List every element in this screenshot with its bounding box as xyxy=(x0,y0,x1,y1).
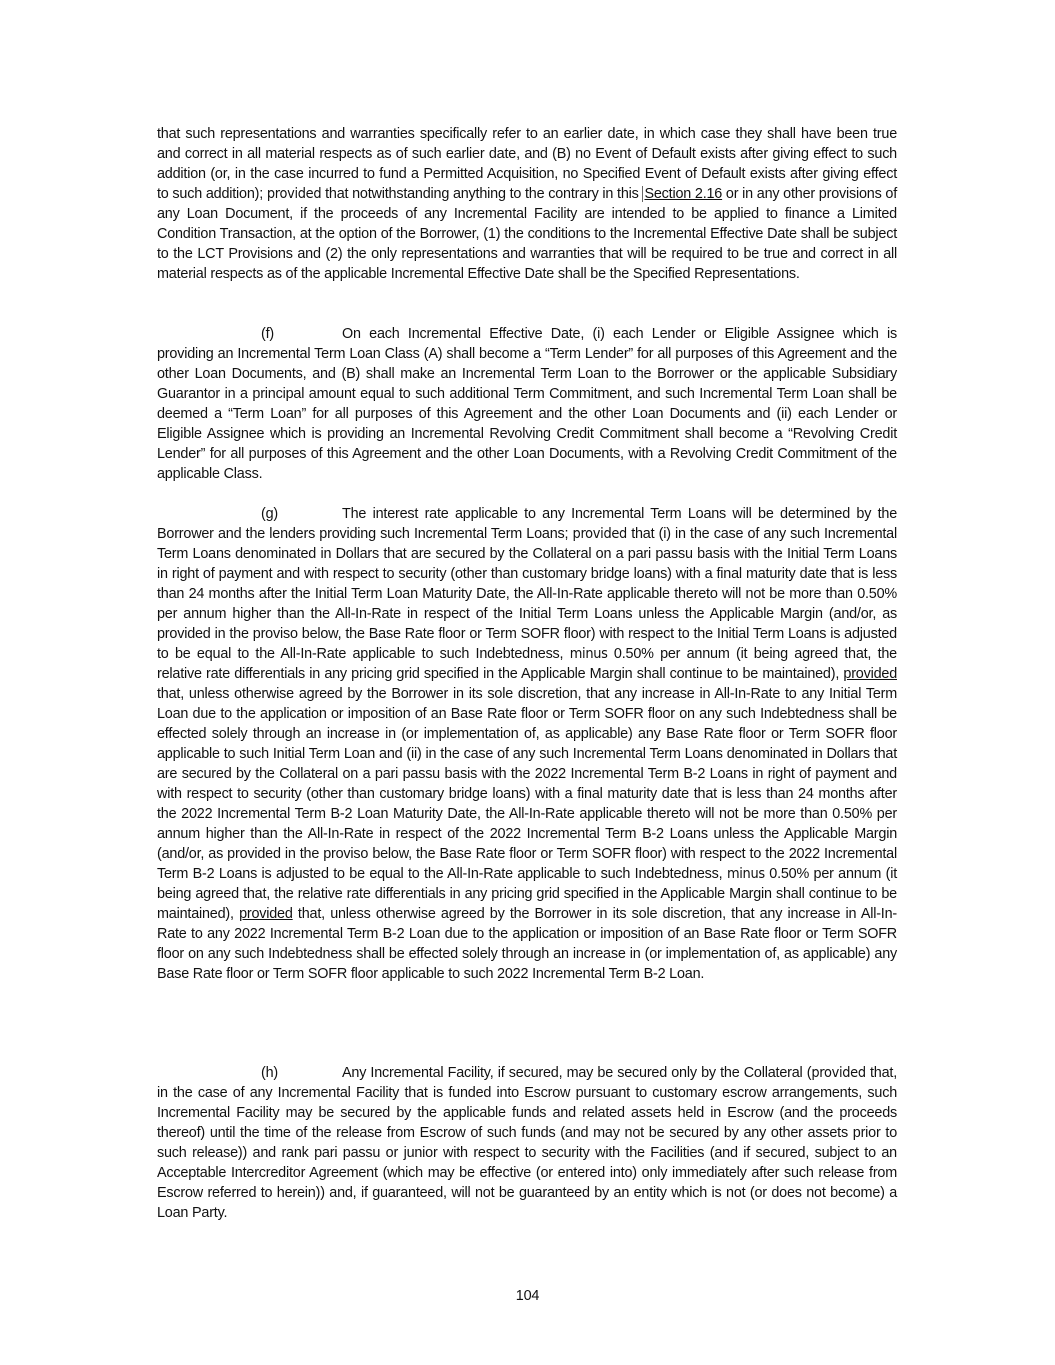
text-run: that (i) in the case of any such Incremental Term Loans denominated in Dollars that are secured by the Collateral on a pari passu basis with the Initial Term Loans in right of payment and with respect to security (other than customary bridge loans) with a final maturity date that is less than 24 months after the Initial Term Loan Maturity Date, the All-In-Rate applicable thereto will not be more than 0.50% per annum higher than the All-In-Rate in respect of the Initial Term Loans unless the Applicable Margin (and/or, as provided in the proviso below, the Base Rate floor or Term SOFR floor) with respect to the Initial Term Loans is adjusted to be equal to the All-In-Rate applicable to such Indebtedness, xyxy=(157,526,897,662)
text-run: Any Incremental Facility, if secured, may be secured only by the Collateral ( xyxy=(342,1065,812,1081)
text-run: that such representations and warranties specifically refer to an earlier date, in which case they shall have been true and correct in all material respects as of such earlier date, and (B) no Event of Default exists after giving effect to such addition (or, in the case incurred to fund a Permitted Acquisition, no Specified Event of Default exists after giving effect to such addition); xyxy=(157,126,897,202)
provided-term-underlined: provided xyxy=(239,906,293,922)
paragraph-continuation xyxy=(157,124,897,284)
clause-number: (h) xyxy=(261,1065,278,1081)
text-run: that, in the case of any Incremental Facility that is funded into Escrow pursuant to customary escrow arrangements, such Incremental Facility may be secured by the applicable funds and related assets held in Escrow (and the proceeds thereof) until the time of the release from Escrow of such funds (and may not be secured by any other assets prior to such release)) and rank pari passu or junior with respect to security with the Facilities (and if secured, subject to an Acceptable Intercreditor Agreement (which may be effective (or entered into) only immediately after such release from Escrow referred to herein)) and, if guaranteed, will not be guaranteed by an entity which is not (or does not become) a Loan Party. xyxy=(157,1065,897,1221)
paragraph-f xyxy=(157,324,897,484)
text-run: that, unless otherwise agreed by the Borrower in its sole discretion, that any increase in All-In-Rate to any 2022 Incremental Term B-2 Loan due to the application or imposition of an Base Rate floor or Term SOFR floor on any such Indebtedness shall be effected solely through an increase in (or implementation of, as applicable) any Base Rate floor or Term SOFR floor applicable to such 2022 Incremental Term B-2 Loan. xyxy=(157,906,897,982)
provided-term: provided xyxy=(266,186,322,202)
text-run: that, unless otherwise agreed by the Borrower in its sole discretion, that any increase in All-In-Rate to any Initial Term Loan due to the application or imposition of an Base Rate floor or Term SOFR floor on any such Indebtedness shall be effected solely through an increase in (or implementation of, as applicable) any Base Rate floor or Term SOFR floor applicable to such Initial Term Loan and (ii) in the case of any such Incremental Term Loans denominated in Dollars that are secured by the Collateral on a pari passu basis with the 2022 Incremental Term B-2 Loans in right of payment and with respect to security (other than customary bridge loans) with a final maturity date that is less than 24 months after the 2022 Incremental Term B-2 Loan Maturity Date, the All-In-Rate applicable thereto will not be more than 0.50% per annum higher than the All-In-Rate in respect of the 2022 Incremental Term B-2 Loans unless the Applicable Margin (and/or, as provided in the proviso below, the Base Rate floor or Term SOFR floor) with respect to the 2022 Incremental Term B-2 Loans is adjusted to be equal to the All-In-Rate applicable to such Indebtedness, xyxy=(157,686,897,882)
minus-term: minus xyxy=(726,866,765,882)
clause-number: (g) xyxy=(261,506,278,522)
provided-term: provided xyxy=(811,1065,866,1081)
page-number: 104 xyxy=(515,1288,540,1304)
text-run: 0.50% per annum (it being agreed that, the relative rate differentials in any pricing grid specified in the Applicable Margin shall continue to be maintained), xyxy=(157,866,897,922)
text-run: that notwithstanding anything to the contrary in this xyxy=(321,186,643,202)
text-run: or in any other provisions of any Loan Document, if the proceeds of any Incremental Facility are intended to be applied to finance a Limited Condition Transaction, at the option of the Borrower, (1) the conditions to the Incremental Effective Date shall be subject to the LCT Provisions and (2) the only representations and warranties that will be required to be true and correct in all material respects as of the applicable Incremental Effective Date shall be the Specified Representations. xyxy=(157,186,898,282)
section-reference-link[interactable]: Section 2.16 xyxy=(644,186,723,202)
text-run: On each Incremental Effective Date, (i) each Lender or Eligible Assignee which is providing an Incremental Term Loan Class (A) shall become a “Term Lender” for all purposes of this Agreement and the other Loan Documents, and (B) shall make an Incremental Term Loan to the Borrower or the applicable Subsidiary Guarantor in a principal amount equal to such additional Term Commitment, and such Incremental Term Loan shall be deemed a “Term Loan” for all purposes of this Agreement and the other Loan Documents and (ii) each Lender or Eligible Assignee which is providing an Incremental Revolving Credit Commitment shall become a “Revolving Credit Lender” for all purposes of this Agreement and the other Loan Documents, with a Revolving Credit Commitment of the applicable Class. xyxy=(157,326,897,482)
provided-term-underlined: provided xyxy=(843,666,897,682)
minus-term: minus xyxy=(569,646,608,662)
paragraph-g xyxy=(157,504,897,984)
provided-term: provided xyxy=(572,526,627,542)
clause-number: (f) xyxy=(261,326,274,342)
paragraph-h xyxy=(157,1063,897,1223)
text-run: The interest rate applicable to any Incremental Term Loans will be determined by the Borrower and the lenders providing such Incremental Term Loans; xyxy=(157,506,897,542)
text-run: 0.50% per annum (it being agreed that, the relative rate differentials in any pricing grid specified in the Applicable Margin shall continue to be maintained), xyxy=(157,646,897,682)
